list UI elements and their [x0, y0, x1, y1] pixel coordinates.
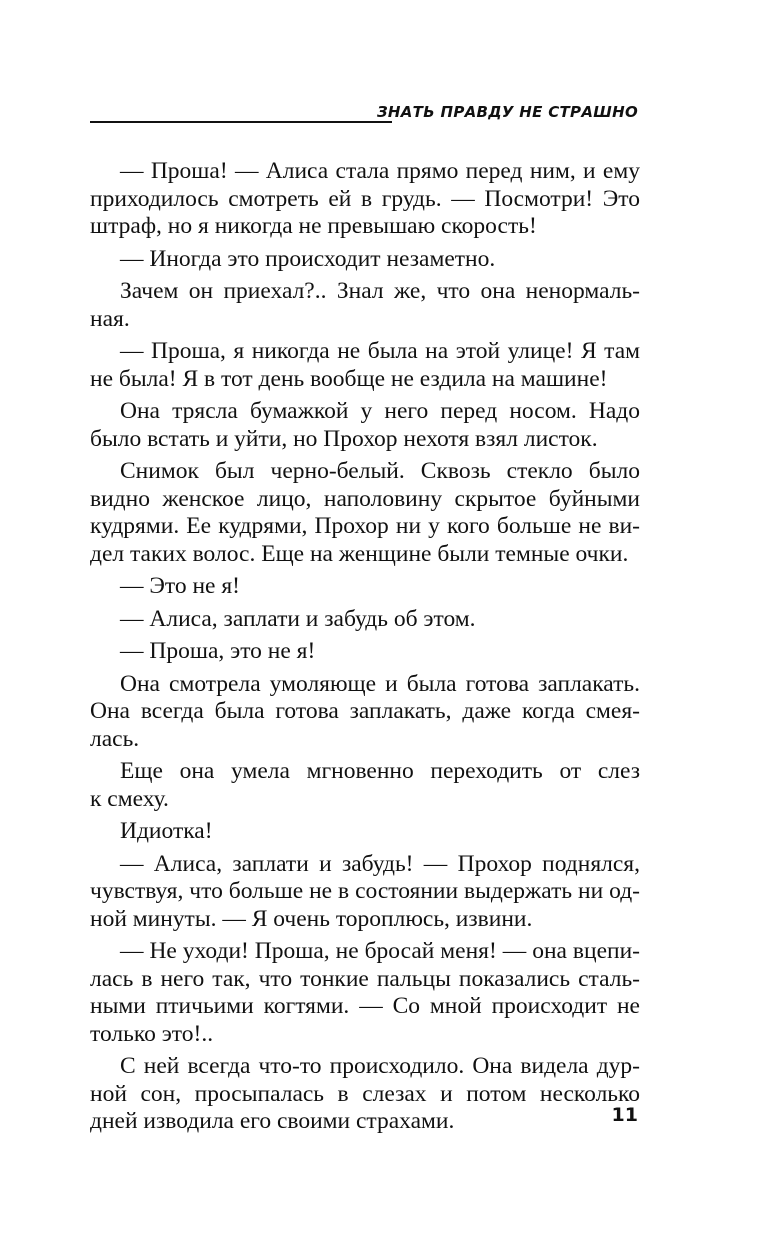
text-line: — Это не я! [120, 573, 240, 599]
text-line: было встать и уйти, но Прохор нехотя взял листок. [90, 425, 598, 452]
paragraph [90, 671, 640, 754]
text-line: ная. [90, 305, 130, 332]
text-line: — Иногда это происходит незаметно. [120, 245, 496, 272]
text-line: чувствуя, что больше не в состоянии выдержать ни од- [90, 878, 640, 904]
text-line: — Проша, я никогда не была на этой улице! Я там [120, 338, 640, 364]
header-rule [90, 121, 392, 123]
paragraph [90, 851, 640, 934]
paragraph [90, 1053, 640, 1136]
text-line: не была! Я в тот день вообще не ездила на машине! [90, 365, 608, 392]
running-title: ЗНАТЬ ПРАВДУ НЕ СТРАШНО [376, 103, 638, 121]
text-line: — Не уходи! Проша, не бросай меня! — она вцепи- [120, 938, 640, 964]
text-line: только это!.. [90, 1020, 214, 1047]
text-line: Идиотка! [120, 818, 213, 844]
text-line: к смеху. [90, 785, 169, 812]
text-line: дел таких волос. Еще на женщине были темные очки. [90, 540, 629, 567]
text-line: ными птичьими когтями. — Со мной происходит не [90, 993, 640, 1019]
paragraph [90, 246, 640, 274]
text-line: видно женское лицо, наполовину скрытое буйными [90, 485, 640, 512]
text-line: ной минуты. — Я очень тороплюсь, извини. [90, 905, 533, 932]
text-line: Она всегда была готова заплакать, даже когда смея- [90, 698, 640, 724]
text-line: Еще она умела мгновенно переходить от слез [120, 758, 640, 784]
text-line: приходилось смотреть ей в грудь. — Посмотри! Это [90, 185, 640, 212]
paragraph [90, 606, 640, 634]
paragraph [90, 938, 640, 1048]
paragraph [90, 158, 640, 241]
text-line: дней изводила его своими страхами. [90, 1108, 455, 1134]
text-line: Она трясла бумажкой у него перед носом. Надо [120, 398, 640, 424]
paragraph [90, 338, 640, 393]
text-line: Зачем он приехал?.. Знал же, что она ненормаль- [120, 278, 640, 304]
paragraph [90, 818, 640, 846]
text-line: штраф, но я никогда не превышаю скорость! [90, 213, 537, 239]
text-line: — Алиса, заплати и забудь! — Прохор поднялся, [120, 850, 640, 877]
paragraph [90, 278, 640, 333]
body-text [90, 158, 640, 1141]
text-line: лась в него так, что тонкие пальцы показались сталь- [90, 965, 640, 992]
text-line: С ней всегда что-то происходило. Она видела дур- [120, 1053, 640, 1079]
paragraph [90, 758, 640, 813]
text-line: — Проша! — Алиса стала прямо перед ним, и ему [120, 158, 640, 184]
text-line: ной сон, просыпалась в слезах и потом несколько [90, 1080, 640, 1107]
text-line: Снимок был черно-белый. Сквозь стекло было [120, 458, 640, 484]
text-line: лась. [90, 725, 140, 752]
paragraph [90, 638, 640, 666]
text-line: кудрями. Ее кудрями, Прохор ни у кого больше не ви- [90, 513, 640, 539]
text-line: — Проша, это не я! [120, 638, 316, 664]
text-line: — Алиса, заплати и забудь об этом. [120, 605, 476, 632]
paragraph [90, 573, 640, 601]
paragraph [90, 458, 640, 568]
text-line: Она смотрела умоляюще и была готова заплакать. [120, 670, 640, 697]
page-number: 11 [611, 1104, 638, 1126]
paragraph [90, 398, 640, 453]
